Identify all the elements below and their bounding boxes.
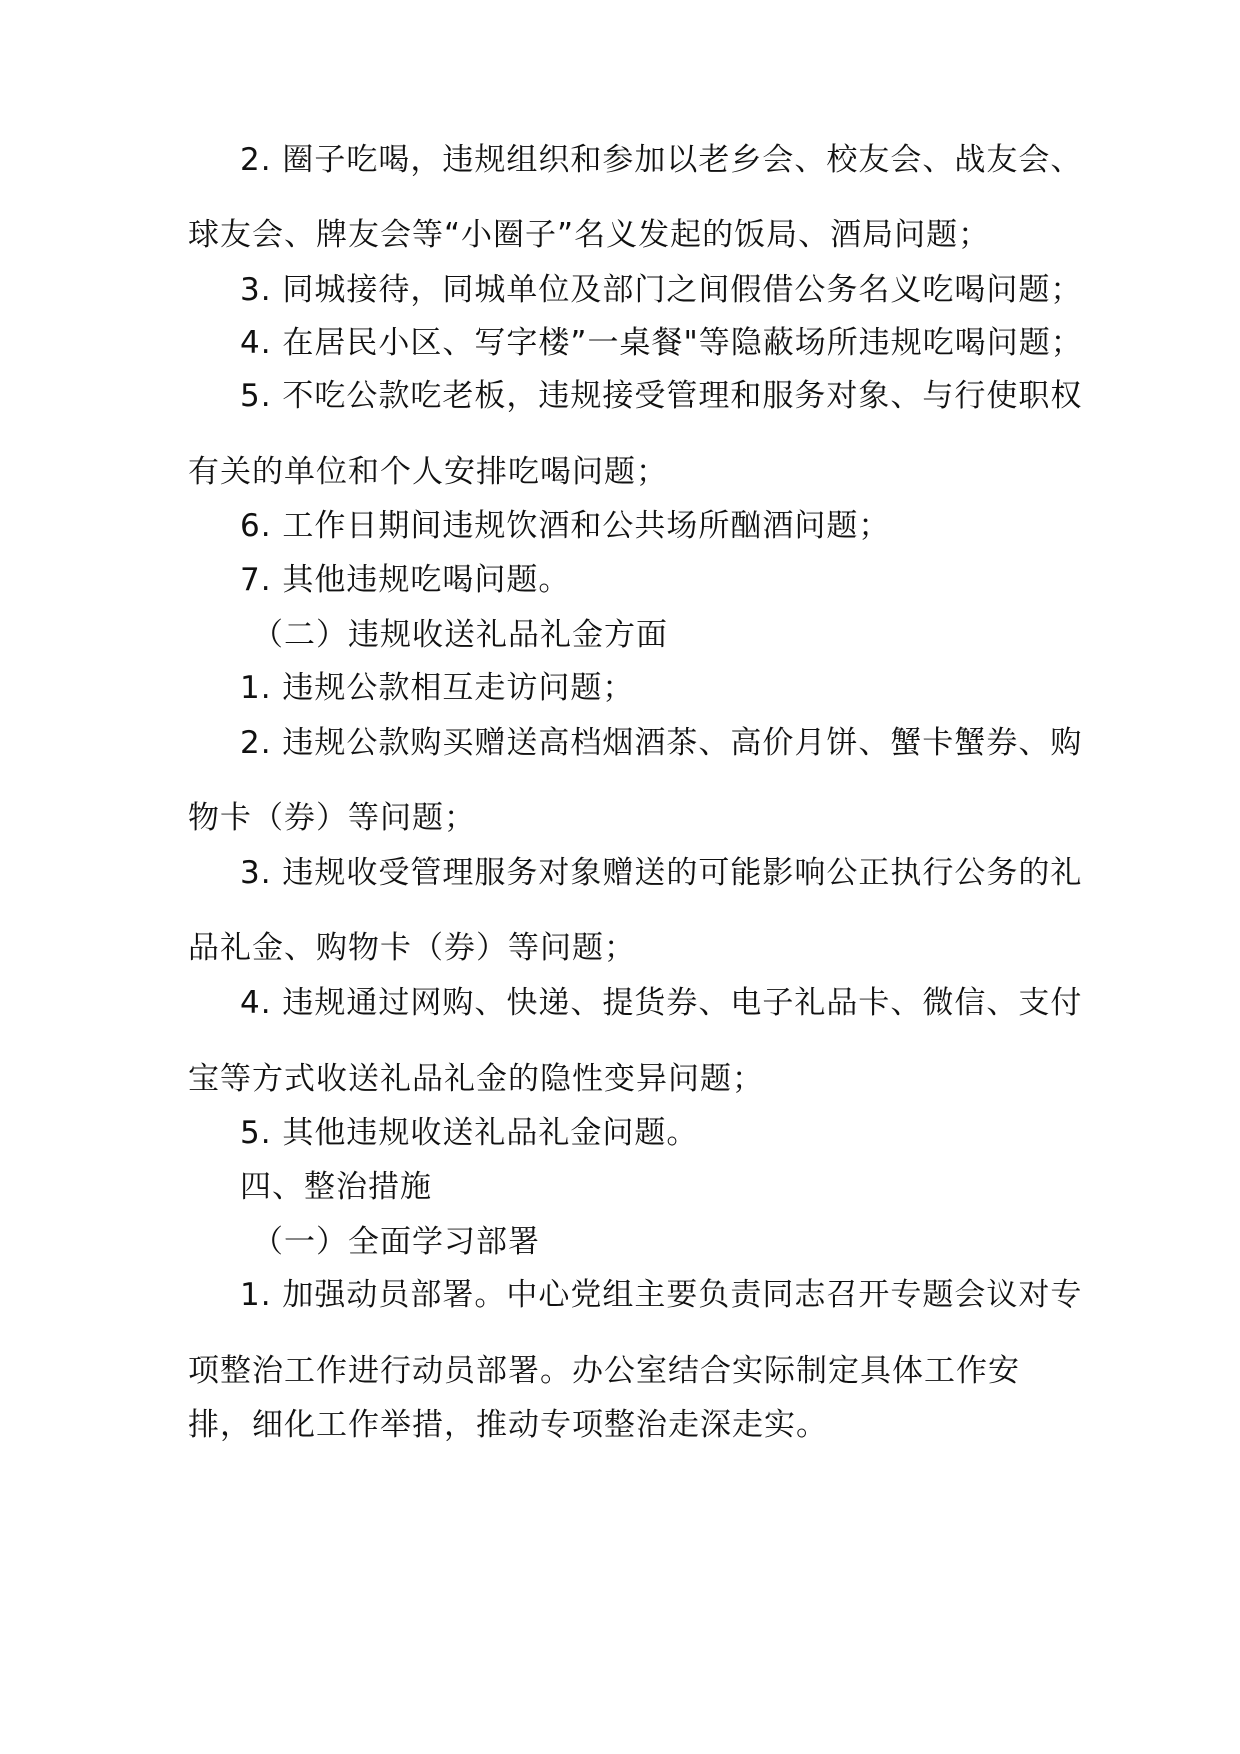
paragraph-line: 1. 加强动员部署。中心党组主要负责同志召开专题会议对专 bbox=[240, 1277, 1083, 1313]
paragraph-line: 有关的单位和个人安排吃喝问题； bbox=[188, 454, 668, 490]
paragraph-line: 3. 违规收受管理服务对象赠送的可能影响公正执行公务的礼 bbox=[240, 855, 1083, 891]
paragraph-line: 7. 其他违规吃喝问题。 bbox=[240, 562, 571, 598]
paragraph-line: 3. 同城接待，同城单位及部门之间假借公务名义吃喝问题； bbox=[240, 272, 1083, 308]
section-heading: （一）全面学习部署 bbox=[252, 1224, 540, 1260]
section-heading: 四、整治措施 bbox=[240, 1169, 432, 1205]
paragraph-line: 4. 违规通过网购、快递、提货券、电子礼品卡、微信、支付 bbox=[240, 985, 1083, 1021]
paragraph-line: 5. 其他违规收送礼品礼金问题。 bbox=[240, 1115, 699, 1151]
paragraph-line: 6. 工作日期间违规饮酒和公共场所酗酒问题； bbox=[240, 508, 891, 544]
section-heading: （二）违规收送礼品礼金方面 bbox=[252, 617, 668, 653]
paragraph-line: 项整治工作进行动员部署。办公室结合实际制定具体工作安 bbox=[188, 1353, 1020, 1389]
paragraph-line: 4. 在居民小区、写字楼”一桌餐"等隐蔽场所违规吃喝问题； bbox=[240, 325, 1083, 361]
paragraph-line: 2. 违规公款购买赠送高档烟酒茶、高价月饼、蟹卡蟹券、购 bbox=[240, 725, 1083, 761]
paragraph-line: 物卡（券）等问题； bbox=[188, 800, 476, 836]
paragraph-line: 宝等方式收送礼品礼金的隐性变异问题； bbox=[188, 1061, 764, 1097]
paragraph-line: 球友会、牌友会等“小圈子”名义发起的饭局、酒局问题； bbox=[188, 217, 991, 253]
paragraph-line: 品礼金、购物卡（券）等问题； bbox=[188, 930, 636, 966]
paragraph-line: 5. 不吃公款吃老板，违规接受管理和服务对象、与行使职权 bbox=[240, 378, 1083, 414]
paragraph-line: 1. 违规公款相互走访问题； bbox=[240, 670, 635, 706]
paragraph-line: 2. 圈子吃喝，违规组织和参加以老乡会、校友会、战友会、 bbox=[240, 142, 1083, 178]
paragraph-line: 排，细化工作举措，推动专项整治走深走实。 bbox=[188, 1407, 828, 1443]
